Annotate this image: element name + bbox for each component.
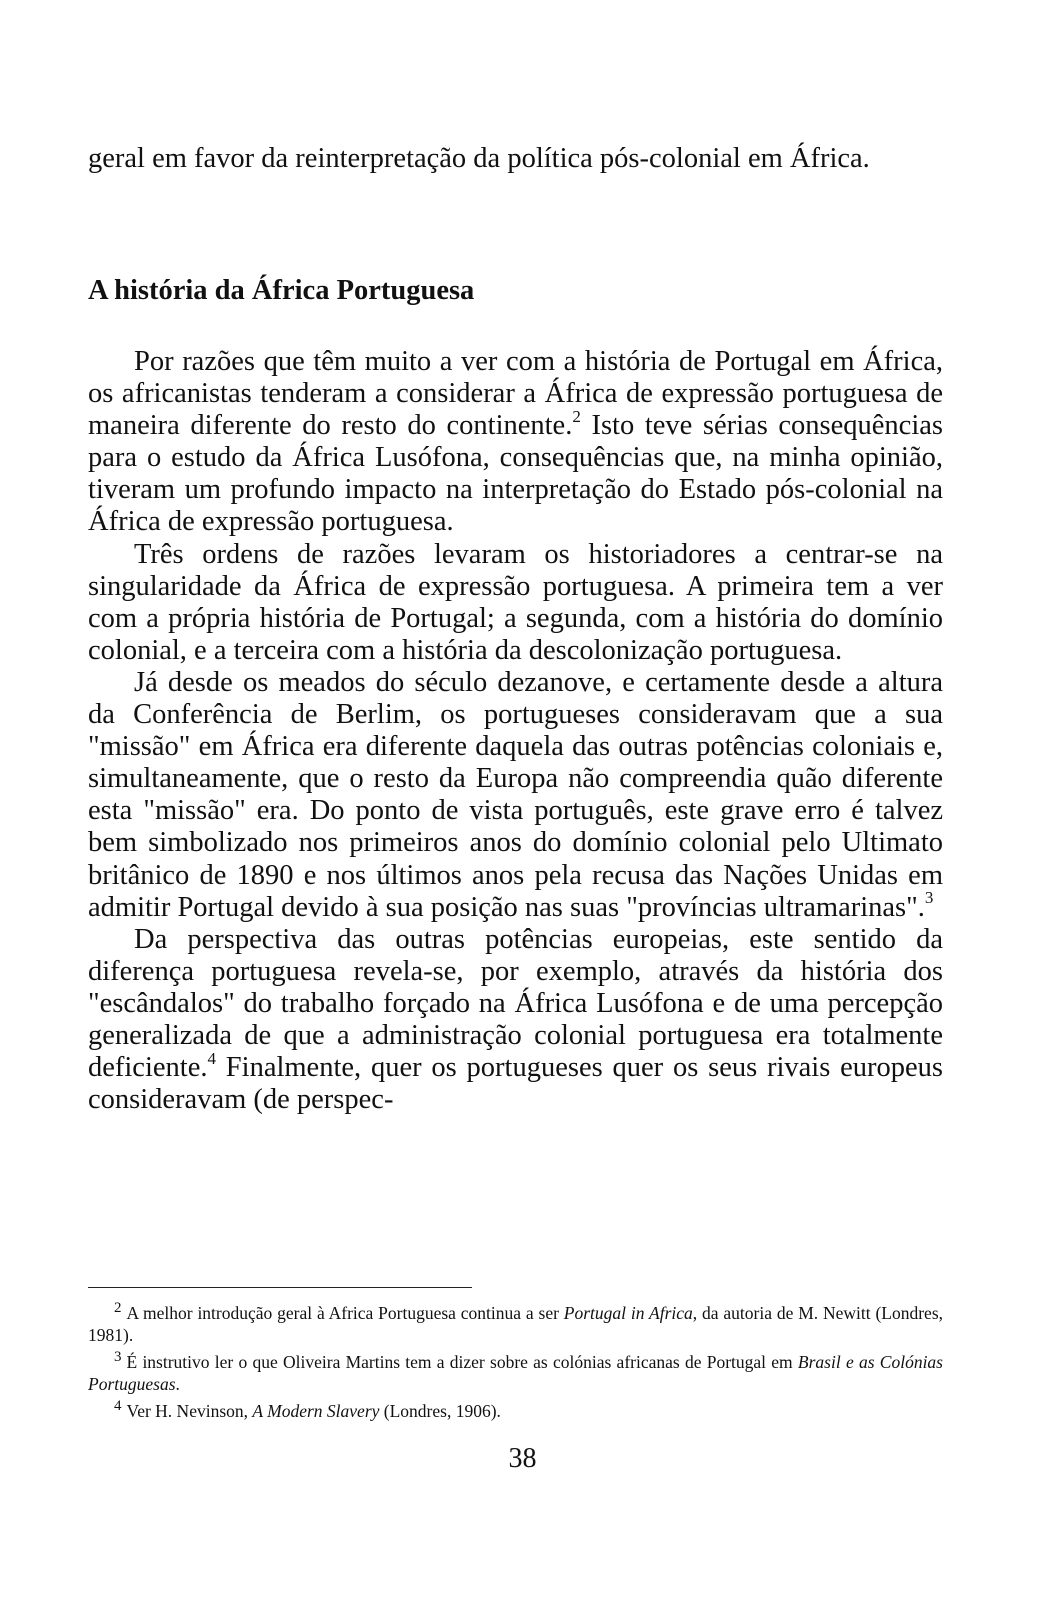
footnote-text-end: , da autoria de M. Newitt (Londres, 1981). — [88, 1303, 944, 1345]
footnote-text-end: . — [175, 1373, 180, 1394]
paragraph-2-text: Três ordens de razões levaram os historiadores a centrar-se na singularidade da África de expressão portuguesa. A primeira tem a ver com a própria história de Portugal; a segunda, com a história do domínio colonial, e a terceira com a história da descolonização portuguesa. — [88, 538, 943, 666]
footnote-text: A melhor introdução geral à Africa Portuguesa continua a ser — [126, 1303, 559, 1323]
paragraph-1-text: Por razões que têm muito a ver com a história de Portugal em África, os africanistas tenderam a considerar a África de expressão portuguesa de maneira diferente do resto do continente. — [88, 346, 943, 442]
footnote-2 — [88, 1300, 944, 1346]
footnote-title: Brasil e as Colónias Portuguesas — [88, 1352, 943, 1394]
paragraph-4-text-a: Da perspectiva das outras potências europeias, este sentido da diferença portuguesa revela-se, por exemplo, através da história dos "escândalos" do trabalho forçado na África Lusófona e de uma percepção generalizada de que a administração colonial portuguesa era totalmente deficiente. — [88, 923, 943, 1084]
footnote-4 — [88, 1398, 943, 1423]
intro-text: geral em favor da reinterpretação da política pós-colonial em África. — [88, 143, 870, 174]
footnote-3 — [88, 1349, 943, 1395]
footnote-title: Portugal in Africa — [563, 1303, 693, 1323]
footnote-title: A Modern Slavery — [252, 1401, 380, 1421]
intro-paragraph — [88, 143, 943, 175]
paragraph-4 — [88, 924, 943, 1117]
footnote-number: 2 — [114, 1300, 122, 1317]
footnote-number: 3 — [114, 1349, 122, 1366]
footnote-divider — [88, 1287, 472, 1288]
page-number: 38 — [508, 1443, 537, 1474]
footnote-ref-4[interactable]: 4 — [207, 1048, 216, 1068]
paragraph-1 — [88, 346, 943, 539]
paragraph-1-tail: Isto teve sérias consequências para o estudo da África Lusófona, consequências que, na minha opinião, tiveram um profundo impacto na interpretação do Estado pós-colonial na África de expressão portuguesa. — [88, 410, 943, 538]
paragraph-3-text: Já desde os meados do século dezanove, e certamente desde a altura da Conferência de Berlim, os portugueses consideravam que a sua "missão" em África era diferente daquela das outras potências coloniais e, simultaneamente, que o resto da Europa não compreendia quão diferente esta "missão" era. Do ponto de vista português, este grave erro é talvez bem simbolizado nos primeiros anos do domínio colonial pelo Ultimato britânico de 1890 e nos últimos anos pela recusa das Nações Unidas em admitir Portugal devido à sua posição nas suas "províncias ultramarinas". — [88, 666, 943, 923]
section-heading: A história da África Portuguesa — [88, 275, 475, 306]
paragraph-4-text-b: Finalmente, quer os portugueses quer os seus rivais europeus consideravam (de perspec- — [88, 1052, 944, 1116]
footnote-ref-2[interactable]: 2 — [572, 406, 581, 426]
footnote-text: É instrutivo ler o que Oliveira Martins tem a dizer sobre as colónias africanas de Portugal em — [126, 1352, 793, 1372]
footnote-ref-3[interactable]: 3 — [924, 888, 934, 908]
paragraph-3 — [88, 667, 943, 924]
paragraph-2 — [88, 539, 943, 667]
footnote-text-end: (Londres, 1906). — [383, 1401, 501, 1421]
footnotes — [88, 1300, 944, 1429]
body-text — [88, 346, 943, 1116]
footnote-number: 4 — [114, 1398, 122, 1415]
footnote-text: Ver H. Nevinson, — [126, 1401, 249, 1421]
